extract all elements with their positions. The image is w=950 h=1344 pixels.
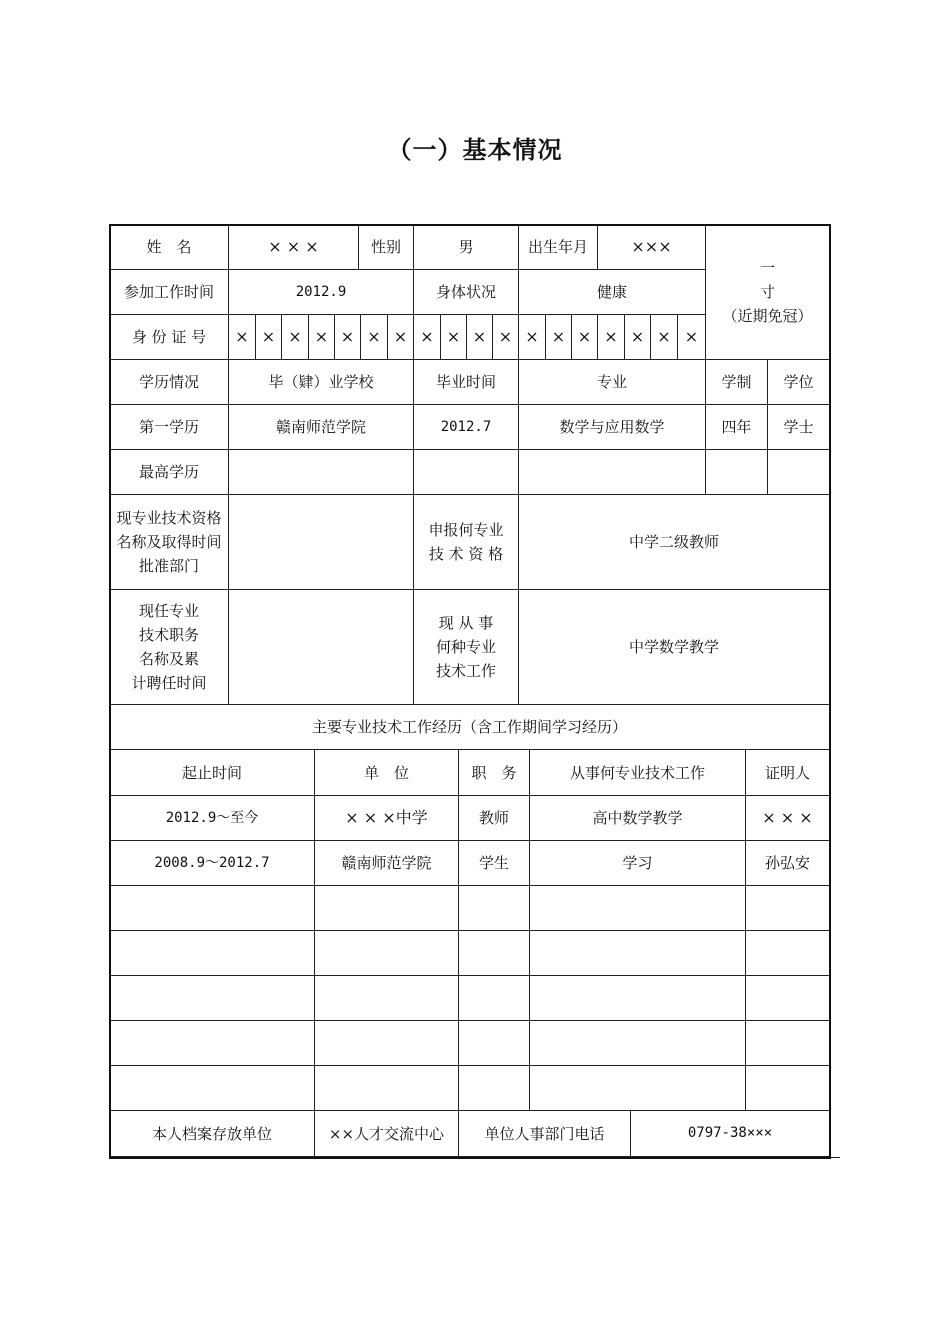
history-role-cell: 学生 [459, 841, 530, 886]
archive-label: 本人档案存放单位 [110, 1111, 315, 1157]
history-work-cell: 学习 [530, 841, 746, 886]
photo-line1: 一 [759, 259, 775, 277]
id-digit-box: × [335, 315, 361, 360]
history-role-cell [459, 931, 530, 976]
id-digit-box: × [493, 315, 519, 360]
id-digit-box: × [361, 315, 388, 360]
history-witness-cell [746, 931, 830, 976]
apply-qualification-value: 中学二级教师 [519, 495, 830, 590]
history-period-cell [110, 1066, 315, 1111]
table-edge-mark [831, 1157, 840, 1158]
id-digit-box: × [441, 315, 467, 360]
birth-label: 出生年月 [519, 225, 598, 270]
edu-highest-school [229, 450, 414, 495]
history-role-cell: 教师 [459, 796, 530, 841]
edu-highest-duration [706, 450, 768, 495]
history-work-cell [530, 1021, 746, 1066]
history-work-cell [530, 931, 746, 976]
id-digit-box: × [625, 315, 651, 360]
id-digit-box: × [546, 315, 572, 360]
edu-first-school: 赣南师范学院 [229, 405, 414, 450]
edu-header-school: 毕（肄）业学校 [229, 360, 414, 405]
id-digit-box: × [678, 315, 706, 360]
id-digit-box: × [309, 315, 335, 360]
history-period-cell: 2012.9～至今 [110, 796, 315, 841]
work-start-label: 参加工作时间 [110, 270, 229, 315]
history-witness-cell [746, 976, 830, 1021]
gender-label: 性别 [359, 225, 414, 270]
history-unit-cell [315, 931, 459, 976]
history-witness-cell [746, 1021, 830, 1066]
gender-value: 男 [414, 225, 519, 270]
history-role-cell [459, 1066, 530, 1111]
history-work-cell [530, 976, 746, 1021]
history-header-witness: 证明人 [746, 750, 830, 796]
history-role-cell [459, 1021, 530, 1066]
history-role-cell [459, 976, 530, 1021]
edu-header-label: 学历情况 [110, 360, 229, 405]
history-header-unit: 单 位 [315, 750, 459, 796]
id-digit-box: × [282, 315, 309, 360]
id-digit-box: × [256, 315, 282, 360]
edu-highest-label: 最高学历 [110, 450, 229, 495]
id-digit-box: × [229, 315, 256, 360]
history-unit-cell: 赣南师范学院 [315, 841, 459, 886]
history-heading: 主要专业技术工作经历（含工作期间学习经历） [110, 705, 830, 750]
edu-first-degree: 学士 [768, 405, 830, 450]
id-digit-box: × [572, 315, 598, 360]
qualification-label: 现专业技术资格 名称及取得时间 批准部门 [110, 495, 229, 590]
position-value [229, 590, 414, 705]
history-unit-cell [315, 886, 459, 931]
history-period-cell [110, 976, 315, 1021]
history-witness-cell: 孙弘安 [746, 841, 830, 886]
history-work-cell [530, 886, 746, 931]
id-digit-box: × [388, 315, 414, 360]
edu-first-grad-time: 2012.7 [414, 405, 519, 450]
id-digit-box: × [651, 315, 678, 360]
health-label: 身体状况 [414, 270, 519, 315]
history-work-cell [530, 1066, 746, 1111]
id-digit-box: × [598, 315, 625, 360]
id-digit-box: × [414, 315, 441, 360]
edu-highest-degree [768, 450, 830, 495]
history-unit-cell [315, 976, 459, 1021]
name-label: 姓 名 [110, 225, 229, 270]
edu-header-major: 专业 [519, 360, 706, 405]
photo-box [706, 225, 830, 360]
current-work-value: 中学数学教学 [519, 590, 830, 705]
current-work-label: 现 从 事 何种专业 技术工作 [414, 590, 519, 705]
edu-header-degree: 学位 [768, 360, 830, 405]
qualification-value [229, 495, 414, 590]
history-witness-cell: × × × [746, 796, 830, 841]
edu-highest-grad-time [414, 450, 519, 495]
edu-header-duration: 学制 [706, 360, 768, 405]
history-header-role: 职 务 [459, 750, 530, 796]
history-period-cell [110, 886, 315, 931]
health-value: 健康 [519, 270, 706, 315]
position-label: 现任专业 技术职务 名称及累 计聘任时间 [110, 590, 229, 705]
history-unit-cell [315, 1021, 459, 1066]
edu-first-duration: 四年 [706, 405, 768, 450]
history-header-period: 起止时间 [110, 750, 315, 796]
history-period-cell [110, 1021, 315, 1066]
birth-value: ××× [598, 225, 706, 270]
history-work-cell: 高中数学教学 [530, 796, 746, 841]
work-start-value: 2012.9 [229, 270, 414, 315]
history-role-cell [459, 886, 530, 931]
name-value: × × × [229, 225, 359, 270]
history-period-cell [110, 931, 315, 976]
edu-highest-major [519, 450, 706, 495]
edu-first-major: 数学与应用数学 [519, 405, 706, 450]
page-title: （一）基本情况 [387, 136, 563, 164]
archive-value: ××人才交流中心 [315, 1111, 459, 1157]
history-header-work: 从事何专业技术工作 [530, 750, 746, 796]
id-digit-box: × [519, 315, 546, 360]
history-period-cell: 2008.9～2012.7 [110, 841, 315, 886]
id-digit-box: × [467, 315, 493, 360]
apply-qualification-label: 申报何专业 技 术 资 格 [414, 495, 519, 590]
hr-phone-label: 单位人事部门电话 [459, 1111, 631, 1157]
id-label: 身 份 证 号 [110, 315, 229, 360]
history-unit-cell [315, 1066, 459, 1111]
hr-phone-value: 0797-38××× [631, 1111, 830, 1157]
history-witness-cell [746, 1066, 830, 1111]
edu-header-grad-time: 毕业时间 [414, 360, 519, 405]
edu-first-label: 第一学历 [110, 405, 229, 450]
history-witness-cell [746, 886, 830, 931]
photo-line3: （近期免冠） [722, 307, 813, 325]
photo-line2: 寸 [759, 283, 775, 301]
history-unit-cell: × × ×中学 [315, 796, 459, 841]
